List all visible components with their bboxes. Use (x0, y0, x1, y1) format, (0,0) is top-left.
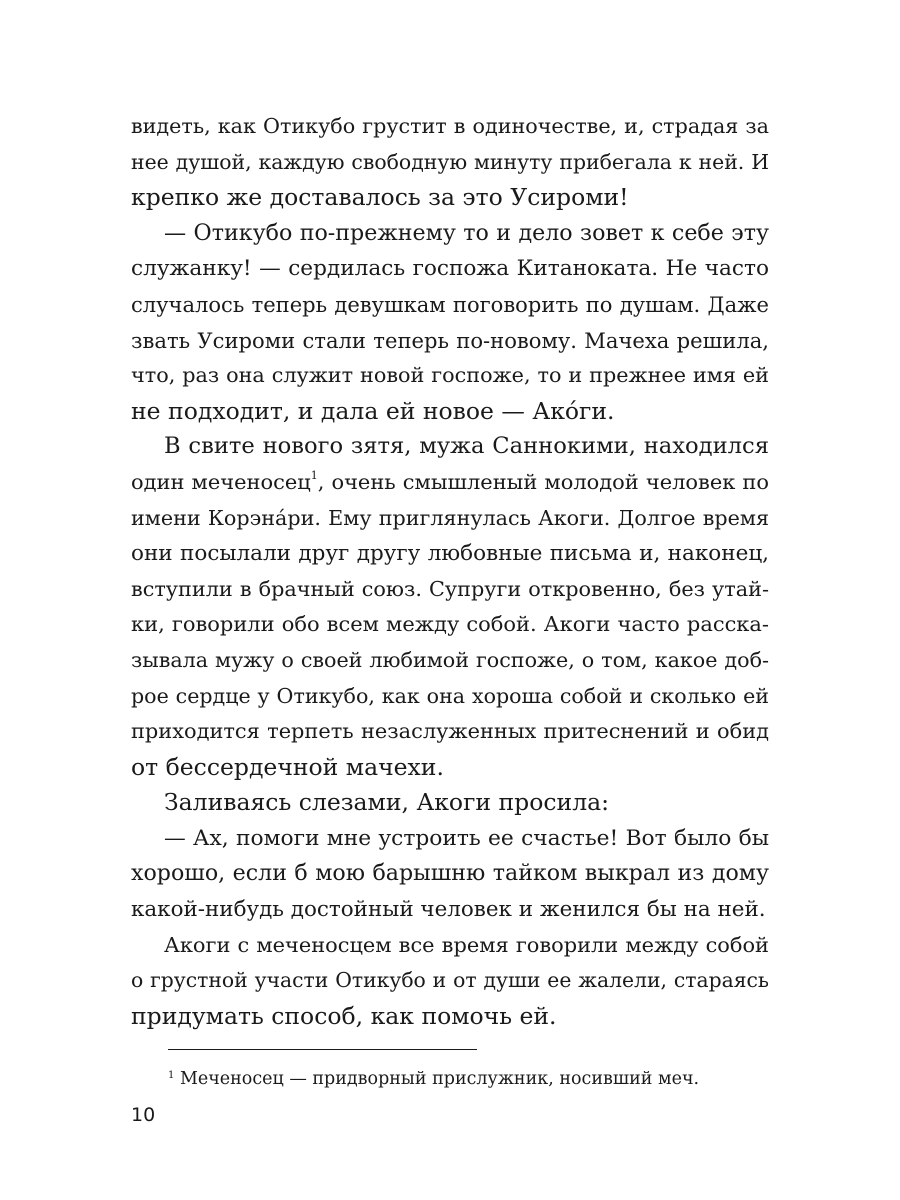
text-line: хорошо, если б мою барышню тайком выкрал из дому (131, 860, 769, 887)
text-line: видеть, как Отикубо грустит в одиночестве, и, страдая за (131, 114, 769, 138)
text-line: Акоги с меченосцем все время говорили между собой (164, 932, 769, 957)
text-line: о грустной участи Отикубо и от души ее жалели, стараясь (131, 968, 769, 993)
text-fragment: один меченосец (131, 469, 311, 494)
text-line: ки, говорили обо всем между собой. Акоги часто расска- (131, 612, 769, 637)
footnote-text: Меченосец — придворный прислужник, носивший меч. (174, 1069, 700, 1089)
footnote-marker: 1 (168, 1070, 175, 1081)
text-line: случалось теперь девушкам поговорить по душам. Даже (131, 291, 769, 317)
text-line: от бессердечной мачехи. (131, 752, 444, 781)
page-number: 10 (131, 1104, 156, 1126)
text-line: крепко же доставалось за это Усироми! (131, 183, 629, 212)
text-line: нее душой, каждую свободную минуту прибегала к ней. И (131, 149, 769, 174)
text-line: имени Корэна́ри. Ему приглянулась Акоги. Долгое время (131, 505, 769, 530)
text-line: они посылали друг другу любовные письма и, наконец, (131, 541, 769, 567)
text-line: рое сердце у Отикубо, как она хороша собой и сколько ей (131, 683, 769, 708)
text-line: приходится терпеть незаслуженных притеснений и обид (131, 719, 769, 744)
footnote-reference: 1 (310, 468, 318, 482)
text-line: вступили в брачный союз. Супруги откровенно, без утай- (131, 576, 769, 601)
text-line: звать Усироми стали теперь по-новому. Мачеха решила, (131, 327, 769, 353)
text-fragment: , очень смышленый молодой человек по (317, 469, 769, 494)
text-line: придумать способ, как помочь ей. (131, 1001, 557, 1030)
footnote (168, 1067, 699, 1091)
text-line: Заливаясь слезами, Акоги просила: (164, 788, 610, 817)
footnote-divider (168, 1049, 477, 1050)
text-line: — Отикубо по-прежнему то и дело зовет к себе эту (164, 219, 769, 246)
text-line-with-footnote (131, 465, 769, 501)
text-line: какой-нибудь достойный человек и женился бы на ней. (131, 897, 766, 923)
text-line: не подходит, и дала ей новое — Ако́ги. (131, 396, 615, 425)
body-text (131, 109, 769, 1034)
text-line: зывала мужу о своей любимой госпоже, о том, какое доб- (131, 647, 769, 672)
text-line: что, раз она служит новой госпоже, то и прежнее имя ей (131, 363, 769, 388)
text-line: — Ах, помоги мне устроить ее счастье! Вот было бы (164, 825, 769, 851)
text-line: служанку! — сердилась госпожа Китаноката. Не часто (131, 256, 769, 282)
text-line: В свите нового зятя, мужа Саннокими, находился (164, 433, 769, 460)
